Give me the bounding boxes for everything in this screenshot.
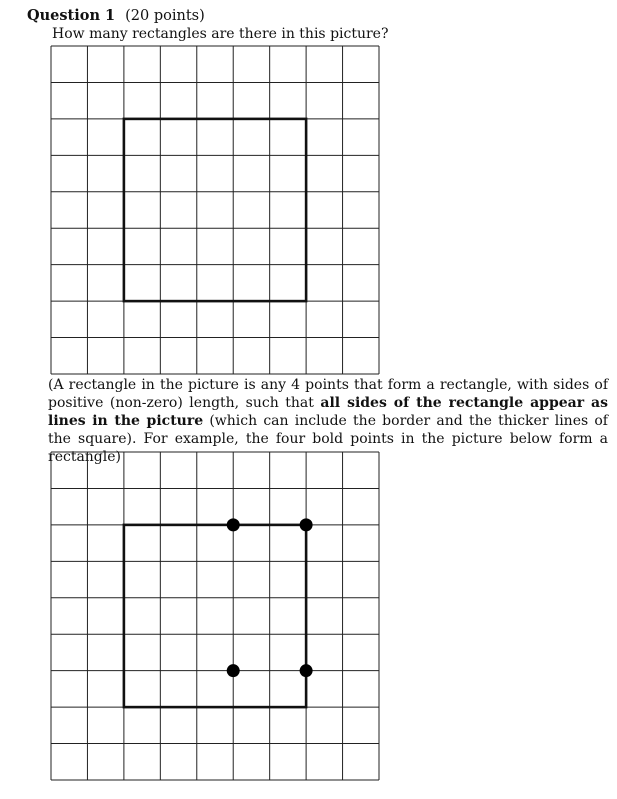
definition-bold-text: all sides of the rectangle appear as lines in the picture bbox=[48, 395, 609, 429]
inner-square bbox=[124, 525, 306, 707]
definition-text-1: (A rectangle in the picture is any 4 points that form a rectangle, with sides of positive (non-zero) length, such that bbox=[48, 377, 608, 411]
example-grid-figure bbox=[51, 452, 379, 780]
bold-point bbox=[300, 664, 313, 677]
bold-point bbox=[227, 664, 240, 677]
question-heading bbox=[27, 7, 205, 24]
grid-figure bbox=[51, 46, 379, 374]
inner-square bbox=[124, 119, 306, 301]
definition-text-2: (which can include the border and the thicker lines of the square). For example, the four bold points in the picture below form a rectangle) bbox=[48, 413, 608, 465]
example-grid-svg bbox=[51, 452, 379, 780]
question-label: Question 1 bbox=[27, 7, 116, 24]
question-prompt: How many rectangles are there in this picture? bbox=[52, 26, 389, 42]
grid-figure-svg bbox=[51, 46, 379, 374]
question-points: (20 points) bbox=[125, 8, 205, 24]
bold-point bbox=[227, 518, 240, 531]
bold-point bbox=[300, 518, 313, 531]
